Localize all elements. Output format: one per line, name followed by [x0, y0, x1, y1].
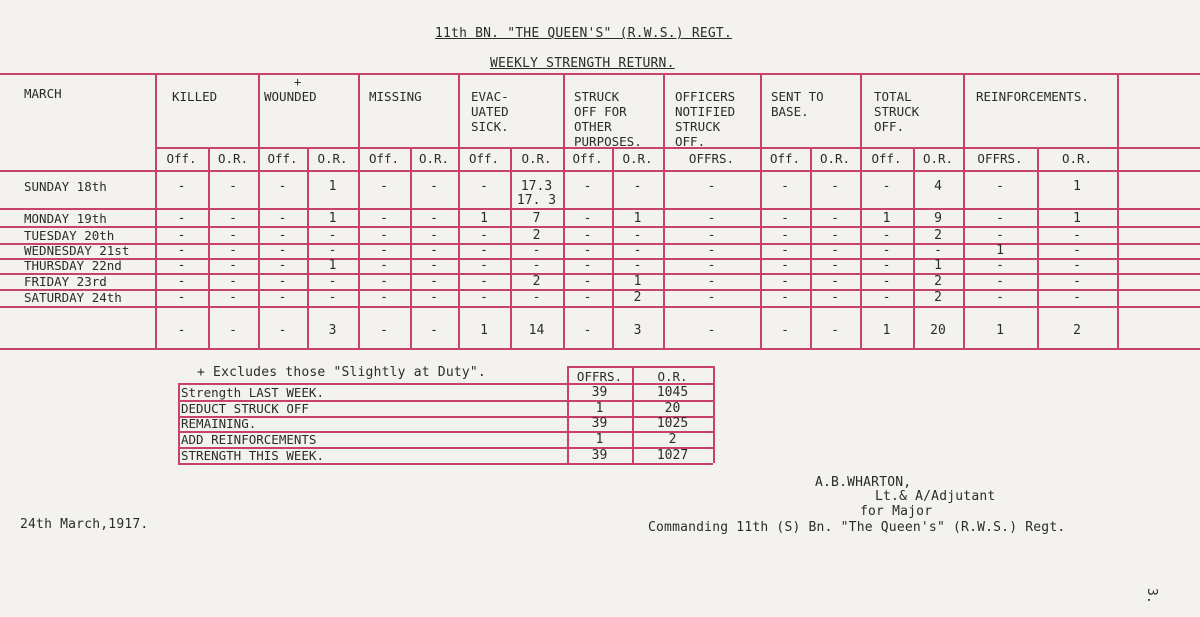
column-header: KILLED	[172, 89, 218, 104]
table-cell: -	[480, 290, 488, 305]
summary-rule	[567, 366, 713, 368]
table-cell: -	[633, 179, 642, 194]
table-cell: -	[380, 290, 388, 305]
subcolumn-header: O.R.	[622, 151, 653, 166]
document-title: WEEKLY STRENGTH RETURN.	[490, 56, 675, 71]
table-cell: -	[996, 228, 1004, 243]
table-cell: -	[278, 179, 287, 194]
table-cell: 2	[934, 290, 942, 305]
table-cell: -	[831, 258, 839, 273]
table-cell: -	[278, 211, 287, 226]
subcolumn-header: O.R.	[217, 151, 249, 166]
table-cell: -	[583, 243, 592, 258]
row-day-label: SUNDAY 18th	[24, 179, 107, 194]
table-cell: -	[177, 258, 186, 273]
table-top-rule	[0, 73, 1200, 75]
table-cell: -	[882, 179, 891, 194]
subcolumn-header: O.R.	[1061, 151, 1093, 166]
summary-row-label: ADD REINFORCEMENTS	[181, 432, 317, 447]
table-bottom-rule	[0, 348, 1200, 350]
table-cell: -	[583, 228, 592, 243]
row-day-label: SATURDAY 24th	[24, 290, 122, 305]
subcolumn-header: O.R.	[418, 151, 450, 166]
table-cell: -	[278, 228, 287, 243]
column-header: STRUCK OFF FOR OTHER PURPOSES.	[574, 89, 642, 149]
total-cell: 14	[528, 323, 545, 338]
table-cell: -	[380, 179, 388, 194]
row-day-label: MONDAY 19th	[24, 211, 107, 226]
table-cell: -	[831, 290, 839, 305]
table-cell: -	[380, 228, 388, 243]
table-cell: -	[633, 243, 642, 258]
table-cell: -	[328, 274, 337, 289]
subcolumn-header: Off.	[468, 151, 500, 166]
summary-offrs-cell: 1	[595, 401, 604, 416]
summary-offrs-cell: 39	[591, 385, 608, 400]
table-cell: -	[781, 243, 789, 258]
column-rule	[860, 73, 862, 348]
table-cell: 7	[532, 211, 541, 226]
table-cell: 1	[328, 211, 337, 226]
table-cell: -	[229, 258, 237, 273]
row-day-label: TUESDAY 20th	[24, 228, 115, 243]
page-number: 3.	[1144, 588, 1159, 605]
total-cell: 1	[480, 323, 488, 338]
subcolumn-header: Off.	[572, 151, 603, 166]
document-date: 24th March,1917.	[20, 517, 149, 532]
table-cell: -	[583, 290, 592, 305]
total-cell: -	[380, 323, 388, 338]
total-cell: -	[278, 323, 287, 338]
table-cell: -	[430, 243, 438, 258]
total-cell: 2	[1073, 323, 1081, 338]
table-cell: -	[380, 211, 388, 226]
table-cell: -	[229, 211, 237, 226]
subcolumn-header: O.R.	[819, 151, 851, 166]
table-cell: -	[996, 179, 1004, 194]
column-header: MISSING	[369, 89, 422, 104]
column-header: SENT TO BASE.	[771, 89, 824, 119]
table-cell: -	[278, 243, 287, 258]
table-cell: -	[177, 274, 186, 289]
total-cell: 1	[996, 323, 1004, 338]
subcolumn-header: O.R.	[521, 151, 552, 166]
table-cell: -	[831, 243, 839, 258]
summary-or-cell: 2	[668, 432, 677, 447]
table-cell: 1	[882, 211, 891, 226]
table-cell: 2	[934, 228, 942, 243]
column-rule	[155, 73, 157, 348]
table-cell: -	[996, 211, 1004, 226]
table-cell: -	[831, 228, 839, 243]
signature-rank: Lt.& A/Adjutant	[875, 489, 996, 504]
column-rule	[1117, 73, 1119, 348]
subcolumn-header: OFFRS.	[977, 151, 1023, 166]
table-cell: -	[480, 274, 488, 289]
summary-or-cell: 1025	[656, 416, 689, 431]
table-cell: 1	[480, 211, 488, 226]
table-cell: -	[707, 228, 716, 243]
total-cell: 20	[930, 323, 946, 338]
summary-offrs-cell: 39	[591, 448, 608, 463]
table-cell: -	[996, 290, 1004, 305]
row-day-label: FRIDAY 23rd	[24, 274, 107, 289]
subcolumn-header: Off.	[769, 151, 801, 166]
table-cell: -	[882, 290, 891, 305]
table-cell: -	[380, 243, 388, 258]
column-rule	[358, 73, 360, 348]
table-cell: -	[177, 290, 186, 305]
table-cell: -	[380, 258, 388, 273]
header-bottom-rule	[0, 170, 1200, 172]
table-cell: 1	[633, 211, 642, 226]
table-cell: -	[996, 274, 1004, 289]
table-cell: -	[278, 274, 287, 289]
table-cell: -	[430, 274, 438, 289]
row-rule	[0, 306, 1200, 308]
table-cell: 2	[532, 274, 541, 289]
summary-or-cell: 20	[664, 401, 681, 416]
table-cell: -	[229, 228, 237, 243]
table-cell: -	[583, 211, 592, 226]
table-cell: 9	[934, 211, 942, 226]
table-cell: -	[380, 274, 388, 289]
table-cell: -	[177, 228, 186, 243]
table-cell: 1	[996, 243, 1004, 258]
table-cell: -	[831, 274, 839, 289]
column-rule	[563, 73, 565, 348]
table-cell: -	[831, 179, 839, 194]
table-cell: -	[328, 228, 337, 243]
column-rule	[258, 73, 260, 348]
column-header: REINFORCEMENTS.	[976, 89, 1089, 104]
column-header: EVAC- UATED SICK.	[471, 89, 509, 134]
table-cell: -	[430, 228, 438, 243]
total-cell: -	[707, 323, 716, 338]
table-cell: -	[781, 274, 789, 289]
signature-for: for Major	[860, 504, 933, 519]
table-cell: -	[1073, 228, 1081, 243]
table-cell: 2	[633, 290, 642, 305]
table-cell: -	[480, 179, 488, 194]
table-cell: -	[177, 179, 186, 194]
total-cell: -	[583, 323, 592, 338]
table-cell: -	[278, 258, 287, 273]
signature-command: Commanding 11th (S) Bn. "The Queen's" (R.W.S.) Regt.	[648, 520, 1066, 535]
table-cell: -	[229, 290, 237, 305]
table-cell: 1	[1073, 211, 1081, 226]
table-cell: -	[707, 179, 716, 194]
column-header: TOTAL STRUCK OFF.	[874, 89, 920, 134]
table-cell: 1	[934, 258, 942, 273]
table-cell: -	[278, 290, 287, 305]
summary-or-cell: 1045	[656, 385, 689, 400]
table-cell: -	[532, 243, 541, 258]
column-rule	[760, 73, 762, 348]
table-cell: 1	[328, 179, 337, 194]
total-cell: -	[831, 323, 839, 338]
table-cell: -	[882, 228, 891, 243]
summary-rule	[178, 383, 180, 463]
table-cell: 1	[633, 274, 642, 289]
table-cell: 4	[934, 179, 942, 194]
column-header: OFFICERS NOTIFIED STRUCK OFF.	[675, 89, 736, 149]
table-cell: -	[430, 290, 438, 305]
total-cell: 3	[328, 323, 337, 338]
summary-or-cell: 1027	[656, 448, 689, 463]
table-cell: -	[781, 290, 789, 305]
table-cell: -	[1073, 258, 1081, 273]
summary-header: O.R.	[657, 369, 688, 384]
column-header: WOUNDED	[264, 89, 317, 104]
table-cell: -	[882, 274, 891, 289]
summary-row-label: REMAINING.	[181, 416, 257, 431]
subcolumn-header: O.R.	[317, 151, 348, 166]
table-cell: -	[996, 258, 1004, 273]
table-cell: -	[480, 258, 488, 273]
table-cell: -	[480, 228, 488, 243]
table-cell: -	[781, 228, 789, 243]
summary-rule	[713, 366, 715, 463]
table-cell: -	[583, 274, 592, 289]
total-cell: -	[229, 323, 237, 338]
table-cell: -	[532, 290, 541, 305]
table-cell: -	[781, 258, 789, 273]
table-cell: -	[229, 243, 237, 258]
table-cell: -	[707, 274, 716, 289]
table-cell: -	[229, 179, 237, 194]
table-cell: -	[229, 274, 237, 289]
wounded-footnote-mark: +	[294, 75, 302, 89]
table-cell: -	[583, 179, 592, 194]
table-cell: -	[707, 243, 716, 258]
total-cell: 1	[882, 323, 891, 338]
subcolumn-header: O.R.	[922, 151, 954, 166]
summary-header: OFFRS.	[576, 369, 623, 384]
summary-rule	[178, 463, 713, 465]
table-cell: -	[934, 243, 942, 258]
table-cell: -	[480, 243, 488, 258]
table-cell: 1	[328, 258, 337, 273]
table-cell: -	[1073, 274, 1081, 289]
subcolumn-header: Off.	[166, 151, 197, 166]
total-cell: -	[781, 323, 789, 338]
subcolumn-header: OFFRS.	[688, 151, 735, 166]
table-cell: -	[707, 258, 716, 273]
summary-row-label: STRENGTH THIS WEEK.	[181, 448, 324, 463]
table-cell: -	[882, 258, 891, 273]
summary-row-label: Strength LAST WEEK.	[181, 385, 324, 400]
total-cell: -	[177, 323, 186, 338]
table-cell: 1	[1073, 179, 1081, 194]
table-cell: -	[430, 258, 438, 273]
column-header: MARCH	[24, 86, 62, 101]
subcolumn-header: Off.	[267, 151, 298, 166]
total-cell: -	[430, 323, 438, 338]
table-cell: 17.3 17. 3	[516, 179, 557, 208]
subcolumn-header: Off.	[871, 151, 902, 166]
summary-offrs-cell: 39	[591, 416, 608, 431]
footnote: + Excludes those "Slightly at Duty".	[197, 365, 486, 380]
table-cell: -	[781, 179, 789, 194]
unit-heading: 11th BN. "THE QUEEN'S" (R.W.S.) REGT.	[435, 26, 732, 41]
table-cell: -	[707, 290, 716, 305]
subcolumn-header: Off.	[368, 151, 400, 166]
table-cell: -	[1073, 290, 1081, 305]
table-cell: -	[1073, 243, 1081, 258]
column-rule	[663, 73, 665, 348]
table-cell: -	[781, 211, 789, 226]
table-cell: -	[430, 211, 438, 226]
table-cell: 2	[532, 228, 541, 243]
column-rule	[458, 73, 460, 348]
table-cell: -	[177, 211, 186, 226]
total-cell: 3	[633, 323, 642, 338]
summary-offrs-cell: 1	[595, 432, 604, 447]
table-cell: -	[882, 243, 891, 258]
table-cell: -	[328, 290, 337, 305]
table-cell: -	[583, 258, 592, 273]
signature-name: A.B.WHARTON,	[815, 475, 912, 490]
table-cell: -	[707, 211, 716, 226]
row-rule	[0, 208, 1200, 210]
table-cell: -	[633, 228, 642, 243]
table-cell: -	[532, 258, 541, 273]
column-rule	[963, 73, 965, 348]
table-cell: -	[328, 243, 337, 258]
row-day-label: WEDNESDAY 21st	[24, 243, 130, 258]
table-cell: -	[430, 179, 438, 194]
table-cell: -	[177, 243, 186, 258]
table-cell: -	[831, 211, 839, 226]
summary-row-label: DEDUCT STRUCK OFF	[181, 401, 309, 416]
table-cell: -	[633, 258, 642, 273]
row-day-label: THURSDAY 22nd	[24, 258, 122, 273]
table-cell: 2	[934, 274, 942, 289]
